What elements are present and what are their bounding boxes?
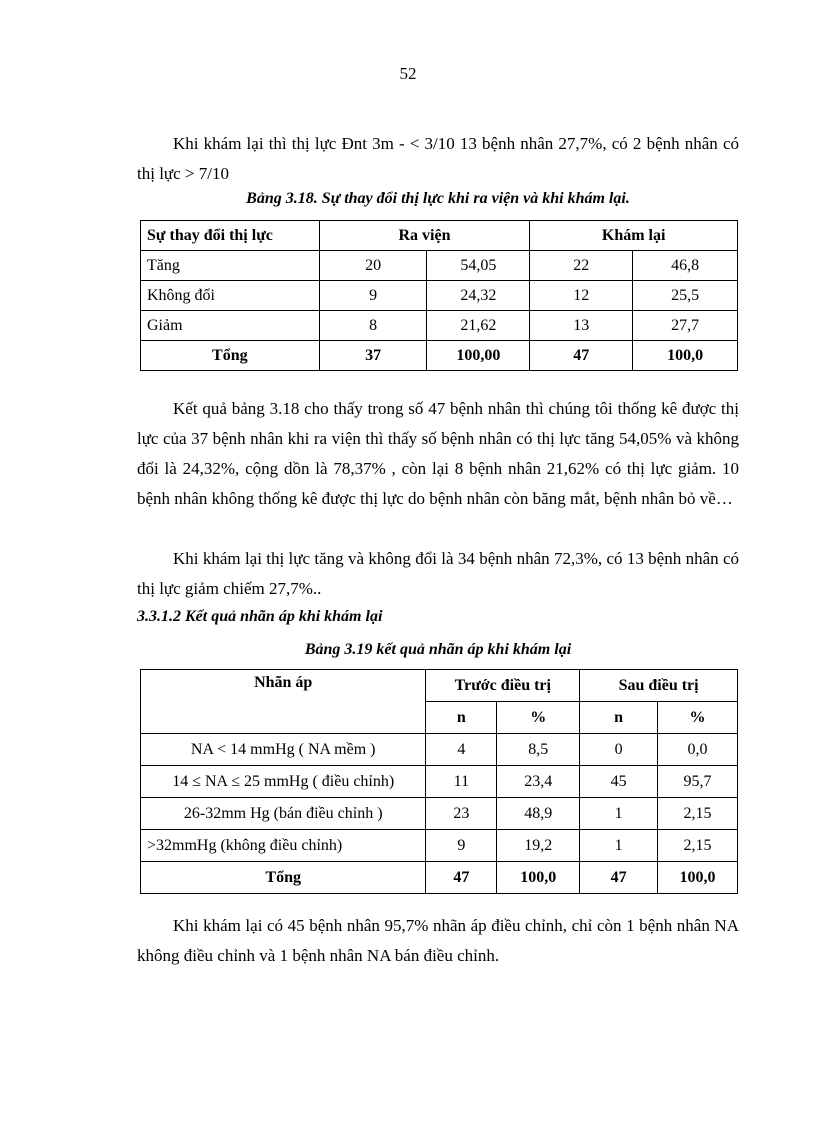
cell: 4 bbox=[426, 734, 497, 766]
table-row bbox=[141, 251, 738, 281]
cell: 8 bbox=[319, 311, 427, 341]
header-after: Sau điều trị bbox=[580, 670, 738, 702]
paragraph-4: Khi khám lại có 45 bệnh nhân 95,7% nhãn áp điều chỉnh, chỉ còn 1 bệnh nhân NA không điều chỉnh và 1 bệnh nhân NA bán điều chỉnh. bbox=[137, 916, 739, 965]
cell: 1 bbox=[580, 830, 658, 862]
cell: 24,32 bbox=[427, 281, 530, 311]
table-iop-results bbox=[140, 669, 738, 894]
cell: 22 bbox=[530, 251, 633, 281]
table1-caption: Bảng 3.18. Sự thay đổi thị lực khi ra viện và khi khám lại. bbox=[246, 190, 630, 207]
cell: 2,15 bbox=[658, 798, 738, 830]
table-header-row bbox=[141, 221, 738, 251]
cell: 19,2 bbox=[497, 830, 580, 862]
cell: 9 bbox=[426, 830, 497, 862]
row-label: >32mmHg (không điều chỉnh) bbox=[141, 830, 426, 862]
total-label: Tổng bbox=[141, 341, 320, 371]
cell: 8,5 bbox=[497, 734, 580, 766]
cell: 11 bbox=[426, 766, 497, 798]
cell: 23 bbox=[426, 798, 497, 830]
cell: 0,0 bbox=[658, 734, 738, 766]
cell: 48,9 bbox=[497, 798, 580, 830]
cell: 21,62 bbox=[427, 311, 530, 341]
cell: 13 bbox=[530, 311, 633, 341]
row-label: Tăng bbox=[141, 251, 320, 281]
table-total-row bbox=[141, 341, 738, 371]
cell: 100,0 bbox=[497, 862, 580, 894]
table2-caption: Bảng 3.19 kết quả nhãn áp khi khám lại bbox=[304, 641, 572, 658]
row-label: NA < 14 mmHg ( NA mềm ) bbox=[141, 734, 426, 766]
cell: 100,0 bbox=[658, 862, 738, 894]
cell: 45 bbox=[580, 766, 658, 798]
cell: 95,7 bbox=[658, 766, 738, 798]
header-before: Trước điều trị bbox=[426, 670, 580, 702]
subheader-n: n bbox=[580, 702, 658, 734]
cell: 1 bbox=[580, 798, 658, 830]
cell: 100,0 bbox=[633, 341, 738, 371]
table-row bbox=[141, 766, 738, 798]
paragraph-3: Khi khám lại thị lực tăng và không đổi là 34 bệnh nhân 72,3%, có 13 bệnh nhân có thị lực giảm chiếm 27,7%.. bbox=[137, 549, 739, 598]
header-reexam: Khám lại bbox=[530, 221, 738, 251]
cell: 2,15 bbox=[658, 830, 738, 862]
cell: 47 bbox=[426, 862, 497, 894]
table-row bbox=[141, 734, 738, 766]
row-label: 26-32mm Hg (bán điều chỉnh ) bbox=[141, 798, 426, 830]
cell: 20 bbox=[319, 251, 427, 281]
header-iop: Nhãn áp bbox=[141, 670, 426, 734]
cell: 0 bbox=[580, 734, 658, 766]
cell: 23,4 bbox=[497, 766, 580, 798]
cell: 100,00 bbox=[427, 341, 530, 371]
row-label: Không đổi bbox=[141, 281, 320, 311]
cell: 9 bbox=[319, 281, 427, 311]
paragraph-2: Kết quả bảng 3.18 cho thấy trong số 47 bệnh nhân thì chúng tôi thống kê được thị lực của 37 bệnh nhân khi ra viện thì thấy số bệnh nhân có thị lực tăng 54,05% và không đổi là 24,32%, cộng dồn là 78,37% , còn lại 8 bệnh nhân 21,62% có thị lực giảm. 10 bệnh nhân không thống kê được thị lực do bệnh nhân còn băng mắt, bệnh nhân bỏ về… bbox=[137, 399, 739, 508]
paragraph-1: Khi khám lại thì thị lực Đnt 3m - < 3/10 13 bệnh nhân 27,7%, có 2 bệnh nhân có thị lực > 7/10 bbox=[137, 134, 739, 183]
table-row bbox=[141, 798, 738, 830]
table-row bbox=[141, 830, 738, 862]
cell: 27,7 bbox=[633, 311, 738, 341]
table-header-row bbox=[141, 670, 738, 702]
cell: 37 bbox=[319, 341, 427, 371]
cell: 46,8 bbox=[633, 251, 738, 281]
header-discharge: Ra viện bbox=[319, 221, 530, 251]
cell: 47 bbox=[580, 862, 658, 894]
subheader-n: n bbox=[426, 702, 497, 734]
subheader-pct: % bbox=[658, 702, 738, 734]
cell: 12 bbox=[530, 281, 633, 311]
row-label: Giảm bbox=[141, 311, 320, 341]
row-label: 14 ≤ NA ≤ 25 mmHg ( điều chỉnh) bbox=[141, 766, 426, 798]
cell: 47 bbox=[530, 341, 633, 371]
table-visual-change bbox=[140, 220, 738, 371]
header-change: Sự thay đổi thị lực bbox=[141, 221, 320, 251]
table-total-row bbox=[141, 862, 738, 894]
total-label: Tổng bbox=[141, 862, 426, 894]
subheader-pct: % bbox=[497, 702, 580, 734]
table-row bbox=[141, 281, 738, 311]
section-heading: 3.3.1.2 Kết quả nhãn áp khi khám lại bbox=[137, 608, 383, 625]
table-row bbox=[141, 311, 738, 341]
page-number: 52 bbox=[399, 64, 417, 83]
cell: 25,5 bbox=[633, 281, 738, 311]
cell: 54,05 bbox=[427, 251, 530, 281]
